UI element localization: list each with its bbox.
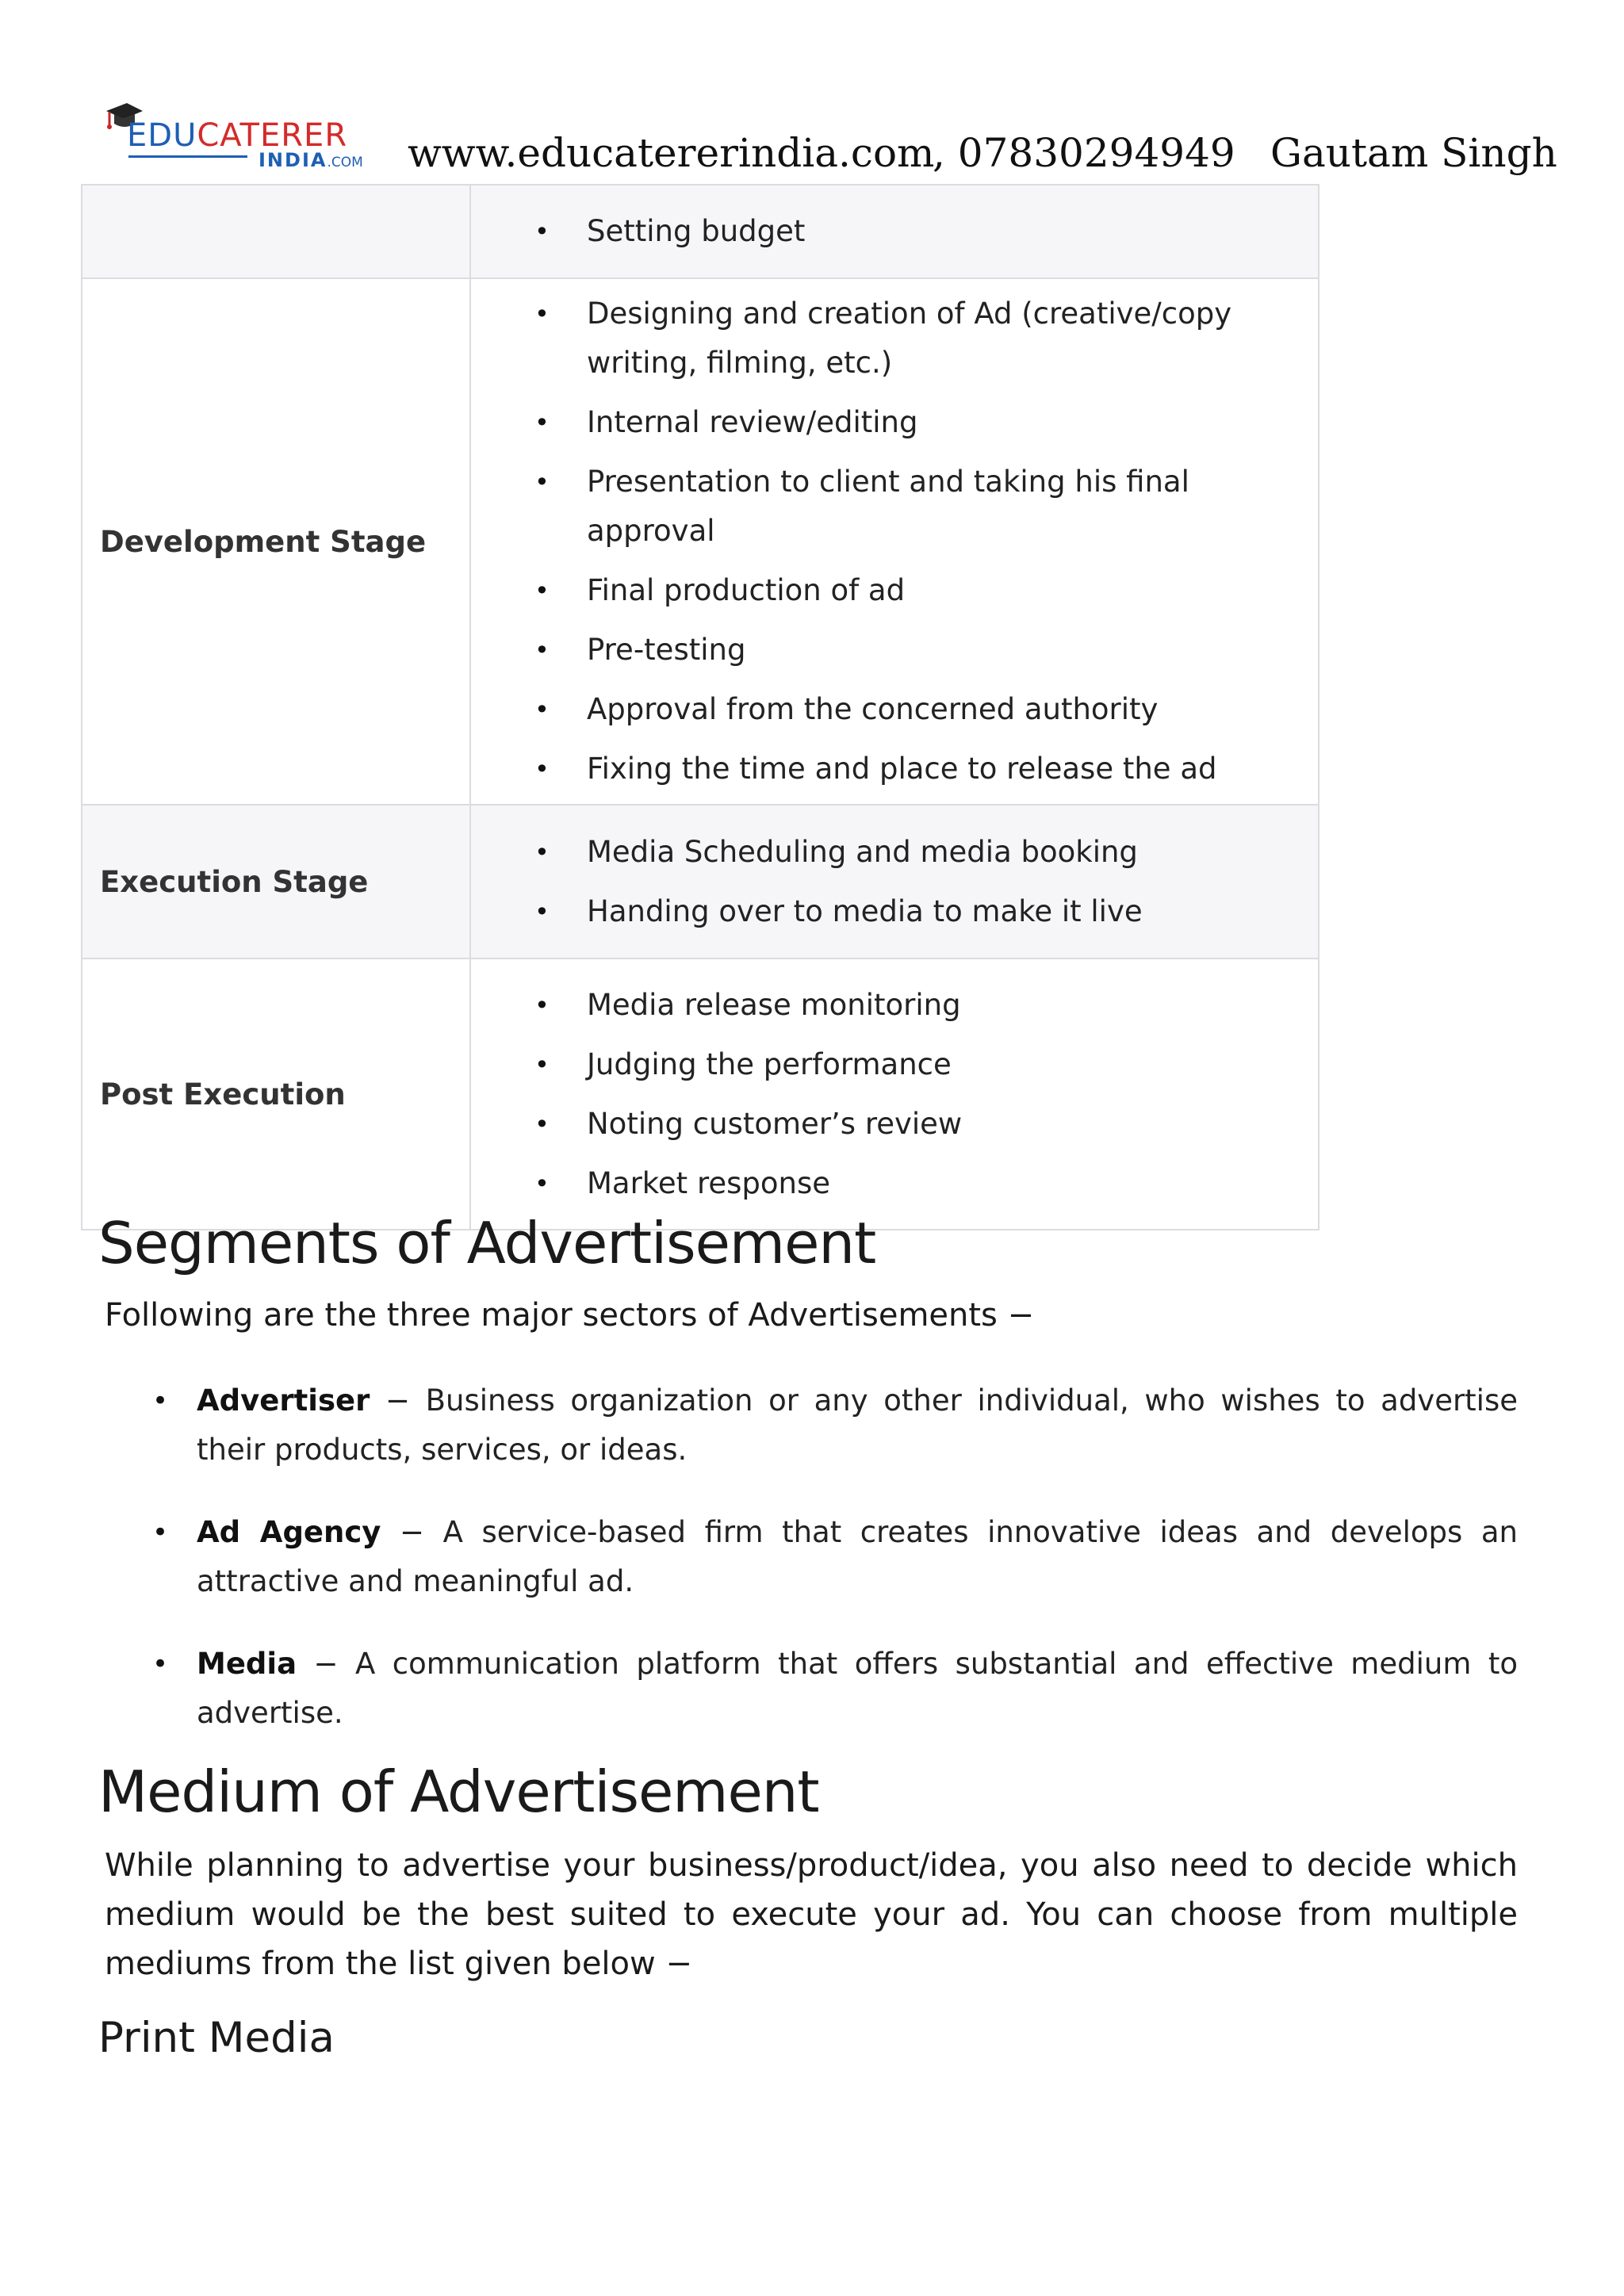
list-item: • Final production of ad: [471, 566, 1294, 615]
medium-heading: Medium of Advertisement: [98, 1758, 819, 1825]
logo-india: INDIA: [259, 149, 327, 171]
segment-desc: − A communication platform that offers substantial and effective medium to advertise.: [197, 1647, 1518, 1730]
stage-list: [471, 207, 1294, 256]
list-item: [151, 1376, 1518, 1475]
list-item: • Market response: [471, 1159, 1294, 1208]
list-item: • Pre-testing: [471, 626, 1294, 675]
stage-label: Post Execution: [82, 959, 470, 1230]
stage-label: [82, 185, 470, 278]
stage-list: [471, 981, 1294, 1208]
segment-desc: − Business organization or any other individual, who wishes to advertise their products, services, or ideas.: [197, 1383, 1518, 1467]
medium-paragraph: While planning to advertise your business/product/idea, you also need to decide which medium would be the best suited to execute your ad. You can choose from multiple mediums from the list given below −: [105, 1847, 1518, 1982]
list-item: • Internal review/editing: [471, 398, 1294, 447]
list-item: • Media Scheduling and media booking: [471, 828, 1294, 877]
segment-term: Media: [197, 1647, 297, 1681]
educaterer-logo: [100, 98, 382, 171]
segments-list: [151, 1376, 1518, 1771]
table-row: [82, 185, 1319, 278]
stage-items: [470, 805, 1319, 959]
list-item: • Fixing the time and place to release the ad: [471, 744, 1294, 794]
website-link[interactable]: www.educatererindia.com: [408, 130, 935, 176]
segment-desc: − A service-based firm that creates innovative ideas and develops an attractive and meaningful ad.: [197, 1515, 1519, 1598]
logo-com: .COM: [327, 155, 363, 170]
segment-term: Advertiser: [197, 1383, 370, 1418]
list-item: • Designing and creation of Ad (creative/copy writing, filming, etc.): [471, 289, 1294, 388]
page-header: [0, 0, 1624, 184]
stage-label: Execution Stage: [82, 805, 470, 959]
table-row: [82, 805, 1319, 959]
list-item: • Setting budget: [471, 207, 1294, 256]
phone-number: , 07830294949: [933, 130, 1235, 176]
logo-underline: [128, 155, 247, 158]
print-media-heading: Print Media: [98, 2014, 335, 2062]
logo-edu: EDU: [127, 117, 197, 154]
list-item: [151, 1640, 1518, 1738]
stage-items: [470, 278, 1319, 805]
stage-items: [470, 959, 1319, 1230]
author-name: Gautam Singh: [1270, 130, 1557, 176]
segment-term: Ad Agency: [197, 1515, 381, 1549]
list-item: • Approval from the concerned authority: [471, 685, 1294, 734]
list-item: • Presentation to client and taking his final approval: [471, 457, 1294, 556]
logo-sub: [259, 149, 363, 171]
table-row: [82, 278, 1319, 805]
list-item: • Noting customer’s review: [471, 1100, 1294, 1149]
advertising-stages-table: [81, 184, 1320, 1230]
stage-label: Development Stage: [82, 278, 470, 805]
stage-items: [470, 185, 1319, 278]
table-row: [82, 959, 1319, 1230]
stage-list: [471, 828, 1294, 936]
list-item: • Handing over to media to make it live: [471, 887, 1294, 936]
stage-list: [471, 289, 1294, 794]
list-item: [151, 1508, 1518, 1606]
list-item: • Media release monitoring: [471, 981, 1294, 1030]
logo-caterer: CATERER: [197, 117, 348, 154]
segments-intro: Following are the three major sectors of Advertisements −: [105, 1297, 1035, 1334]
list-item: • Judging the performance: [471, 1040, 1294, 1089]
segments-heading: Segments of Advertisement: [98, 1210, 876, 1276]
